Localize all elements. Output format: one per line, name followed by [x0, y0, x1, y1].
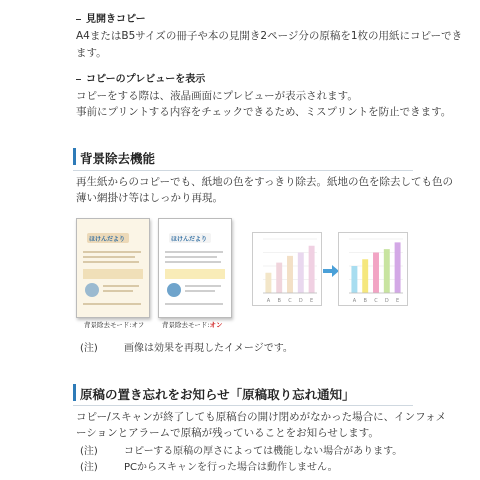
preview-line-2: 事前にプリントする内容をチェックできるため、ミスプリントを防止できます。 [76, 106, 452, 118]
doc-line [165, 256, 217, 258]
chart-before [253, 233, 321, 305]
chart-tick-label: C [288, 298, 292, 304]
preview-title: コピーのプレビューを表示 [86, 74, 206, 85]
doc-line [165, 261, 221, 263]
dash-icon [76, 79, 81, 80]
doc-line [165, 251, 223, 253]
caption-on [162, 320, 222, 329]
forget-notice-title: 原稿の置き忘れをお知らせ「原稿取り忘れ通知」 [80, 387, 355, 402]
document-sample-off [76, 218, 150, 318]
note-label: (注) [80, 462, 98, 473]
caption-on-value: オン [209, 321, 223, 329]
chart-bar-c [287, 256, 293, 293]
chart-tick-label: D [384, 298, 389, 304]
doc-line [83, 256, 135, 258]
note-text: コピーする原稿の厚さによっては機能しない場合があります。 [124, 446, 403, 457]
chart-bar-a [351, 266, 357, 293]
background-removal-line-1: 再生紙からのコピーでも、紙地の色をすっきり除去。紙地の色を除去しても色の [76, 176, 453, 188]
doc-line [103, 290, 133, 292]
spread-copy-title: 見開きコピー [86, 14, 146, 25]
note-text: 画像は効果を再現したイメージです。 [124, 343, 293, 354]
caption-off-prefix: 背景除去モード: [84, 321, 132, 329]
chart-bar-d [298, 253, 304, 294]
section-accent-bar [73, 148, 76, 165]
chart-bar-e [395, 242, 401, 293]
background-removal-title: 背景除去機能 [80, 151, 156, 166]
doc-box [83, 269, 143, 279]
caption-on-prefix: 背景除去モード: [162, 321, 210, 329]
chart-tick-label: C [374, 298, 378, 304]
chart-tick-label: D [298, 298, 303, 304]
doc-heading-off: ほけんだより [89, 236, 126, 243]
note-label: (注) [80, 446, 98, 457]
doc-line [165, 303, 223, 305]
background-removal-line-2: 薄い網掛け等はしっかり再現。 [76, 192, 223, 204]
caption-off [84, 320, 144, 329]
section-divider [73, 170, 413, 171]
note-text: PCからスキャンを行った場合は動作しません。 [124, 462, 338, 473]
chart-bar-a [265, 273, 271, 293]
dash-icon [76, 19, 81, 20]
doc-line [83, 303, 141, 305]
doc-line [83, 251, 141, 253]
document-sample-on [158, 218, 232, 318]
doc-box [165, 269, 225, 279]
chart-after-frame [338, 232, 408, 306]
note-label: (注) [80, 343, 98, 354]
doc-line [185, 285, 221, 287]
chart-tick-label: A [266, 298, 271, 304]
illustration-icon [167, 283, 181, 297]
chart-tick-label: E [310, 298, 314, 304]
chart-tick-label: A [352, 298, 357, 304]
chart-bar-e [309, 246, 315, 293]
chart-tick-label: B [363, 298, 367, 304]
chart-tick-label: E [396, 298, 400, 304]
illustration-icon [85, 283, 99, 297]
spread-copy-text: A4またはB5サイズの冊子や本の見開き2ページ分の原稿を1枚の用紙にコピーできます。 [76, 30, 463, 59]
arrow-right-icon [323, 262, 339, 281]
doc-line [185, 290, 215, 292]
chart-bar-c [373, 253, 379, 294]
doc-heading-on: ほけんだより [171, 236, 208, 243]
spread-copy-heading [76, 10, 146, 25]
preview-line-1: コピーをする際は、液晶画面にプレビューが表示されます。 [76, 90, 358, 102]
forget-notice-line-2: ーションとアラームで原稿が残っていることをお知らせします。 [76, 427, 379, 439]
section-accent-bar [73, 384, 76, 401]
forget-notice-note-2 [80, 459, 338, 477]
chart-bar-d [384, 249, 390, 293]
caption-off-value: オフ [131, 321, 145, 329]
chart-after [339, 233, 407, 305]
chart-bar-b [362, 259, 368, 293]
background-removal-note [80, 340, 293, 358]
doc-line [103, 285, 139, 287]
chart-bar-b [276, 263, 282, 293]
forget-notice-line-1: コピー/スキャンが終了しても原稿台の開け閉めがなかった場合に、インフォメ [76, 411, 447, 423]
doc-line [83, 261, 139, 263]
chart-tick-label: B [277, 298, 281, 304]
preview-heading [76, 70, 205, 85]
section-divider [73, 405, 413, 406]
chart-before-frame [252, 232, 322, 306]
